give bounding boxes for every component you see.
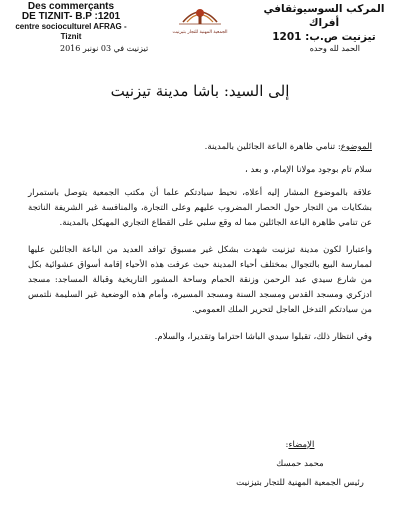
header-left-line2: DE TIZNIT- B.P :1201 xyxy=(21,11,121,22)
letter-body xyxy=(28,140,372,345)
header-left-line3: centre socioculturel AFRAG - Tiznit xyxy=(15,22,127,41)
letter-paragraph-2: واعتبارا لكون مدينة تيزنيت شهدت بشكل غير مسبوق توافد العديد من الباعة الجائلين عليها لممارسة البيع بالتجوال بمختلف أحياء المدينة حيث عرفت هذه الأحياء إقامة أسواق عشوائية بكل من شارع سيدي عبد الرحمن وزنقة الحمام وساحة المشور التاريخية وقبالة المساجد: مسجد ادزكري ومسجد القدس ومسجد السنة ومسجد المسيرة، وأمام هذه الوضعية غير السليمة نلتمس من سيادتكم التدخل العاجل لتحرير الملك العمومي. xyxy=(28,245,372,315)
letter-paragraph-1: علاقة بالموضوع المشار إليه أعلاه، نحيط سيادتكم علما أن مكتب الجمعية يتوصل باستمرار بشكايات من التجار حول الحصار المضروب عليهم وعلى التجارة، والمنافسة غير الشريفة الناتجة عن تنامي ظاهرة الباعة الجائلين مما له وقع سلبي على القطاع التجاري المهيكل بالمدينة. xyxy=(28,188,372,228)
association-logo-icon xyxy=(165,0,235,30)
logo-caption: الجمعية المهنية للتجار بتيزنيت xyxy=(172,30,228,35)
letter-subject xyxy=(28,140,372,155)
signature-block xyxy=(230,436,370,493)
dateline xyxy=(60,44,360,53)
letter-date: تيزنيت في 03 نونبر 2016 xyxy=(60,44,149,53)
letter-greeting: سلام تام بوجود مولانا الإمام، و بعد ، xyxy=(244,165,372,175)
header-right-arabic xyxy=(254,2,394,44)
subject-text: : تنامي ظاهرة الباعة الجائلين بالمدينة. xyxy=(204,142,341,152)
signature-label: الإمضاء xyxy=(288,440,315,450)
letter-closing: وفي انتظار ذلك، تقبلوا سيدي الباشا احتراما وتقديرا، والسلام. xyxy=(154,332,372,342)
letter-recipient-title: إلى السيد: باشا مدينة تيزنيت xyxy=(110,82,290,100)
signatory-name: محمد حمسك xyxy=(276,459,324,469)
subject-label: الموضوع xyxy=(340,142,372,152)
signature-label-line: الإمضاء: xyxy=(285,440,315,450)
header-left-french xyxy=(6,2,136,42)
header-left-line1: Des commerçants xyxy=(27,1,115,12)
praise-line: الحمد لله وحده xyxy=(309,44,360,53)
header-right-line2: تيزنيت ص.ب: 1201 xyxy=(272,31,376,43)
signatory-title: رئيس الجمعية المهنية للتجار بتيزنيت xyxy=(236,478,364,488)
header-right-line1: المركب السوسيوثقافي أفراك xyxy=(263,3,385,29)
